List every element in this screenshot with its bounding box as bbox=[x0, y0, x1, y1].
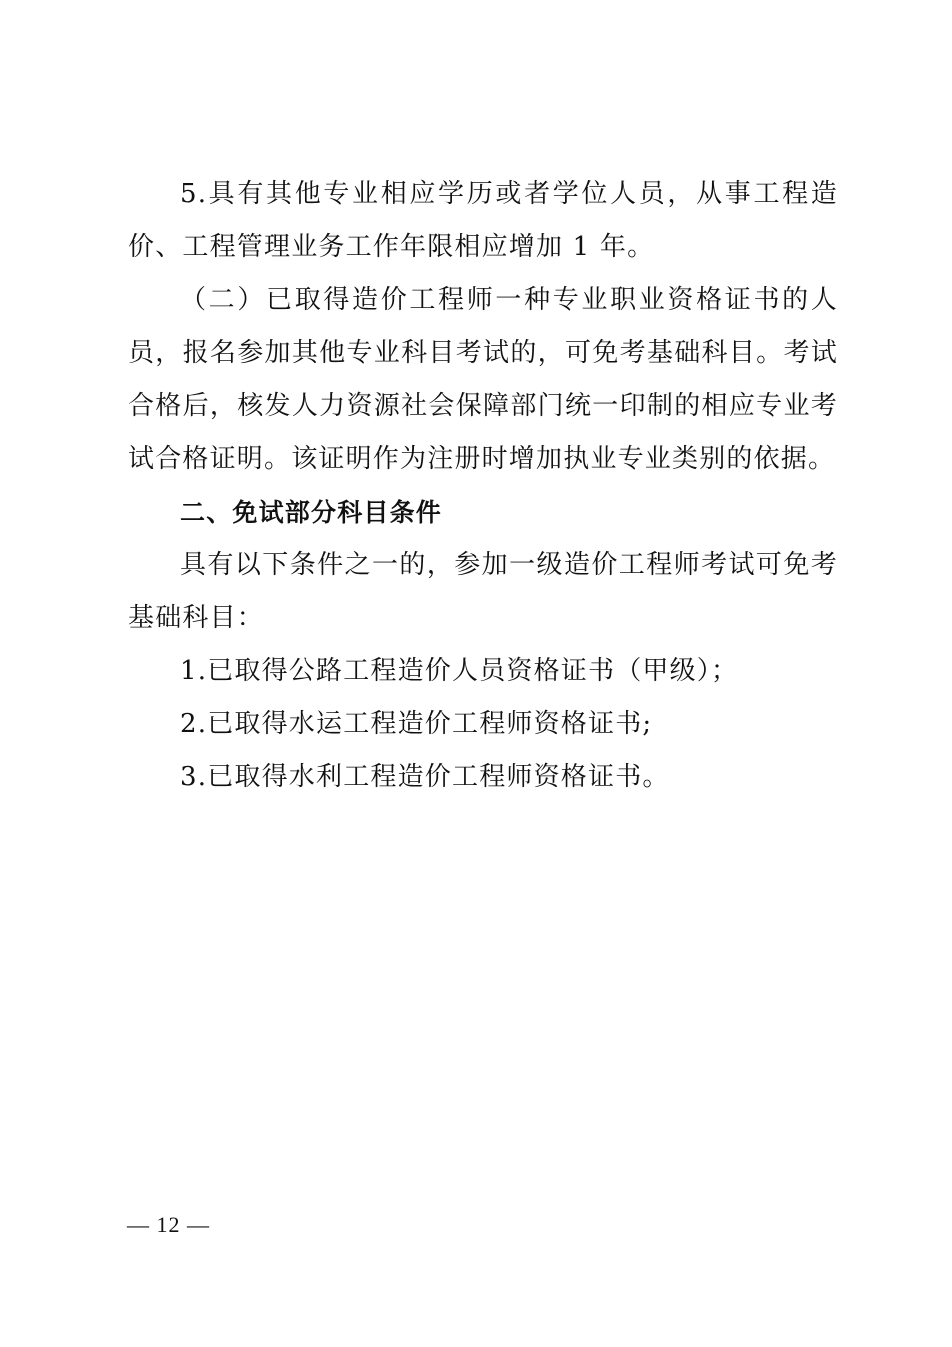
page-number: — 12 — bbox=[127, 1212, 210, 1237]
list-item: 3.已取得水利工程造价工程师资格证书。 bbox=[180, 762, 670, 792]
document-body bbox=[128, 168, 838, 804]
paragraph-item-5: 5.具有其他专业相应学历或者学位人员，从事工程造价、工程管理业务工作年限相应增加 1 年。 bbox=[128, 179, 838, 262]
section-heading: 二、免试部分科目条件 bbox=[180, 498, 443, 527]
list-item: 1.已取得公路工程造价人员资格证书（甲级）； bbox=[180, 656, 739, 686]
paragraph-subsection-2: （二）已取得造价工程师一种专业职业资格证书的人员，报名参加其他专业科目考试的，可免考基础科目。考试合格后，核发人力资源社会保障部门统一印制的相应专业考试合格证明。该证明作为注册时增加执业专业类别的依据。 bbox=[128, 285, 838, 474]
paragraph-intro: 具有以下条件之一的，参加一级造价工程师考试可免考基础科目： bbox=[128, 550, 838, 633]
list-item: 2.已取得水运工程造价工程师资格证书; bbox=[180, 709, 653, 739]
